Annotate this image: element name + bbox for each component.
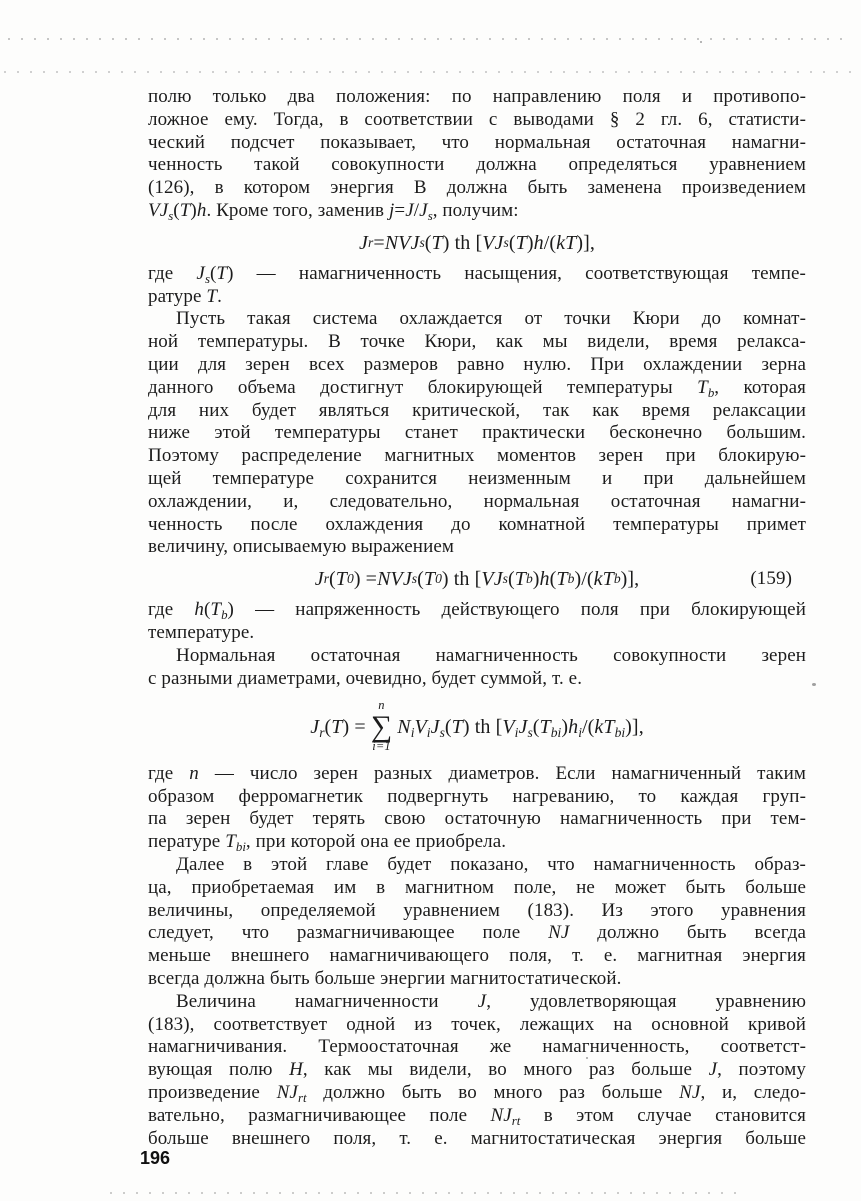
text-line: для них будет являться критической, так как время релаксации <box>148 399 806 421</box>
formula <box>148 566 806 592</box>
text-line: температуре. <box>148 621 255 643</box>
formula-body: J r = NVJ s ( T ) th [ VJ s ( T ) h /( kT )], <box>359 231 595 254</box>
text-line: щей температуре сохранится неизменным и при дальнейшем <box>148 467 806 489</box>
text-line: (126), в котором энергия В должна быть заменена произведением <box>148 177 806 199</box>
text-line: (183), соответствует одной из точек, лежащих на основной кривой <box>148 1013 806 1035</box>
text-line: Пусть такая система охлаждается от точки Кюри до комнат- <box>176 308 806 330</box>
text-line: ложное ему. Тогда, в соответствии с выводами § 2 гл. 6, статисти- <box>148 108 806 130</box>
text-line: величину, описываемую выражением <box>148 536 454 558</box>
text-line: ниже этой температуры станет практически бесконечно большим. <box>148 422 806 444</box>
text-line: ратуре T. <box>148 285 222 307</box>
text-line: $VJ_s(T)h$. Кроме того, заменив $j=J/J_s$, получим: <box>148 199 519 223</box>
text-line: пературе $T_{bi}$, при которой она ее приобрела. <box>148 831 507 855</box>
page-number: 196 <box>140 1148 171 1168</box>
equation-number: (159) <box>750 568 792 590</box>
text-line: где $h(T_b)$ — напряженность действующего поля при блокирующей <box>148 599 806 623</box>
text-line: всегда должна быть больше энергии магнитостатической. <box>148 968 622 989</box>
formula-body: $J_r(T)$ = n ∑ i=1 $N_iV_iJ_s(T)$ th $[V_iJ_s(T_{bi})h_i/(kT_{bi})]$, <box>310 698 644 754</box>
text-line: где $J_s(T)$ — намагниченность насыщения, соответствующая темпе- <box>148 262 806 286</box>
summation-sign: n ∑ i=1 <box>370 698 393 754</box>
text-line: ции для зерен всех размеров равно нулю. При охлаждении зерна <box>148 353 806 375</box>
text-column <box>148 86 806 1150</box>
text-line: Нормальная остаточная намагниченность совокупности зерен <box>176 644 806 666</box>
text-line: полю только два положения: по направлению поля и противопо- <box>148 86 806 107</box>
text-line: вующая полю H, как мы видели, во много раз больше J, поэтому <box>148 1059 806 1081</box>
text-line: охлаждении, и, следовательно, нормальная остаточная намагни- <box>148 490 806 512</box>
text-line: па зерен будет терять свою остаточную намагниченность при тем- <box>148 808 806 830</box>
scan-artifact <box>4 71 857 73</box>
formula <box>148 230 806 256</box>
text-line: образом ферромагнетик подвергнуть нагреванию, то каждая груп- <box>148 785 806 807</box>
text-line: данного объема достигнут блокирующей температуры $T_b$, которая <box>148 376 806 400</box>
text-line: ческий подсчет показывает, что нормальная остаточная намагни- <box>148 131 806 153</box>
text-line: ца, приобретаемая им в магнитном поле, не может быть больше <box>148 876 806 898</box>
scan-speck <box>812 683 816 686</box>
text-line: где n — число зерен разных диаметров. Если намагниченный таким <box>148 762 806 784</box>
scan-speck <box>700 41 702 43</box>
formula <box>148 697 806 756</box>
text-line: ной температуры. В точке Кюри, как мы видели, время релакса- <box>148 331 806 353</box>
text-line: с разными диаметрами, очевидно, будет суммой, т. е. <box>148 667 583 689</box>
text-line: больше внешнего поля, т. е. магнитостатическая энергия больше <box>148 1127 806 1149</box>
text-line: величины, определяемой уравнением (183). Из этого уравнения <box>148 899 806 921</box>
formula-body: J r ( T 0 ) = NVJ s ( T 0 ) th [ VJ s ( T b ) h ( T b )/( kT b )], <box>314 568 640 591</box>
text-line: вательно, размагничивающее поле $NJ_{rt}$ в этом случае становится <box>148 1104 806 1128</box>
text-line: ченность после охлаждения до комнатной температуры примет <box>148 513 806 535</box>
text-line: ченность такой совокупности должна определяться уравнением <box>148 154 806 176</box>
text-line: Поэтому распределение магнитных моментов зерен при блокирую- <box>148 445 806 467</box>
text-line: меньше внешнего намагничивающего поля, т. е. магнитная энергия <box>148 945 806 967</box>
text-line: Величина намагниченности J, удовлетворяющая уравнению <box>176 990 806 1012</box>
text-line: произведение $NJ_{rt}$ должно быть во много раз больше NJ, и, следо- <box>148 1081 807 1105</box>
text-line: следует, что размагничивающее поле NJ должно быть всегда <box>148 922 806 944</box>
text-line: намагничивания. Термоостаточная же намагниченность, соответст- <box>148 1036 806 1058</box>
scan-artifact <box>110 1192 741 1194</box>
text-line: Далее в этой главе будет показано, что намагниченность образ- <box>176 854 806 876</box>
scan-artifact <box>8 38 853 40</box>
